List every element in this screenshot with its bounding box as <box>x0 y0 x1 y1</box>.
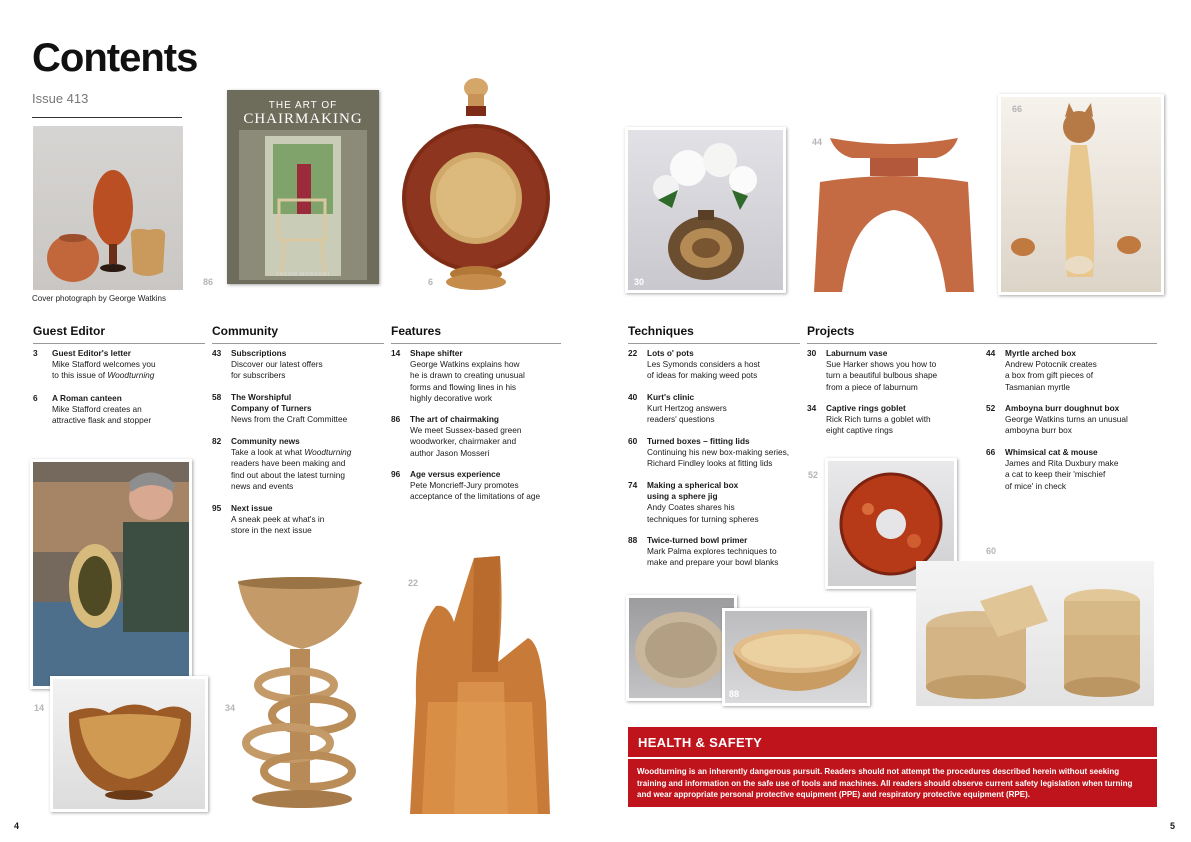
entry-line: readers' questions <box>647 414 715 425</box>
photo-number-bowls: 88 <box>729 689 740 699</box>
section-rule-techniques <box>628 343 800 344</box>
entry-page: 88 <box>628 535 638 545</box>
entry-title: The art of chairmaking <box>410 414 499 424</box>
entry-title: A Roman canteen <box>52 393 122 403</box>
entry-page: 82 <box>212 436 222 446</box>
entry-line: George Watkins turns an unusual <box>1005 414 1128 425</box>
entry-line: Rick Rich turns a goblet with <box>826 414 931 425</box>
entry-page: 60 <box>628 436 638 446</box>
entry-line: from a piece of laburnum <box>826 381 918 392</box>
entry-title: Age versus experience <box>410 469 501 479</box>
entry-line: Mike Stafford welcomes you <box>52 359 156 370</box>
entry-page: 3 <box>33 348 38 358</box>
cover-photo <box>33 126 183 290</box>
photo-number-goblet: 34 <box>225 703 236 713</box>
photo-number-boxes: 60 <box>986 546 997 556</box>
page-number-left: 4 <box>14 821 20 831</box>
chairmaking-photo <box>227 90 379 284</box>
entry-line: Les Symonds considers a host <box>647 359 760 370</box>
entry-title: The Worshipful <box>231 392 292 402</box>
goblet-photo <box>232 575 374 810</box>
entry-line: readers have been making and <box>231 458 346 469</box>
entry-line: Sue Harker shows you how to <box>826 359 937 370</box>
entry-page: 86 <box>391 414 401 424</box>
entry-line: news and events <box>231 480 294 491</box>
vase-photo <box>625 127 786 293</box>
entry-title: Whimsical cat & mouse <box>1005 447 1098 457</box>
cat-photo <box>998 94 1164 295</box>
entry-title: Kurt's clinic <box>647 392 695 402</box>
entry-page: 44 <box>986 348 996 358</box>
entry-page: 22 <box>628 348 638 358</box>
page-title: Contents <box>32 36 198 80</box>
entry-title: Lots o' pots <box>647 348 694 358</box>
boxes-photo <box>916 561 1154 706</box>
entry-page: 66 <box>986 447 996 457</box>
entry-page: 52 <box>986 403 996 413</box>
entry-line: a box from gift pieces of <box>1005 370 1094 381</box>
entry-line: for subscribers <box>231 370 286 381</box>
photo-number-weed-pot: 22 <box>408 578 419 588</box>
entry-line: forms and flowing lines in his <box>410 381 517 392</box>
photo-number-vase: 30 <box>634 277 645 287</box>
entry-title: Subscriptions <box>231 348 287 358</box>
entry-line: turn a beautiful bulbous shape <box>826 370 938 381</box>
entry-page: 6 <box>33 393 38 403</box>
cover-caption: Cover photograph by George Watkins <box>32 294 166 303</box>
entry-line: eight captive rings <box>826 425 893 436</box>
entry-title: Guest Editor's letter <box>52 348 131 358</box>
arched-box-photo <box>806 124 982 294</box>
photo-number-arched: 44 <box>812 137 823 147</box>
photo-number-bowl-natural: 14 <box>34 703 45 713</box>
blank-bowl-photo <box>626 595 740 701</box>
book-author: JASON MOSSERI <box>275 272 331 278</box>
entry-line: he is drawn to creating unusual <box>410 370 525 381</box>
entry-line: Mike Stafford creates an <box>52 404 142 415</box>
entry-line: Kurt Hertzog answers <box>647 403 727 414</box>
entry-line: Take a look at what Woodturning <box>231 447 352 458</box>
section-rule-community <box>212 343 384 344</box>
entry-title: Myrtle arched box <box>1005 348 1077 358</box>
entry-title: Making a spherical box <box>647 480 739 490</box>
entry-title: Amboyna burr doughnut box <box>1005 403 1120 413</box>
health-safety-header <box>628 727 1157 757</box>
book-title-line1: THE ART OF <box>268 100 338 111</box>
entry-page: 34 <box>807 403 817 413</box>
entry-page: 30 <box>807 348 817 358</box>
entry-title: Turned boxes – fitting lids <box>647 436 750 446</box>
section-heading-projects: Projects <box>807 324 855 338</box>
entry-line: make and prepare your bowl blanks <box>647 557 779 568</box>
entry-line: News from the Craft Committee <box>231 414 348 425</box>
entry-line: We meet Sussex-based green <box>410 425 522 436</box>
entry-page: 96 <box>391 469 401 479</box>
entry-line: of ideas for making weed pots <box>647 370 758 381</box>
entry-title: Twice-turned bowl primer <box>647 535 748 545</box>
entry-line: Tasmanian myrtle <box>1005 381 1071 392</box>
health-safety-panel <box>628 759 1157 807</box>
entry-line: highly decorative work <box>410 392 493 403</box>
photo-number-cat: 66 <box>1012 104 1023 114</box>
entry-line: author Jason Mosseri <box>410 447 490 458</box>
health-safety-text: Woodturning is an inherently dangerous pursuit. Readers should not attempt the procedures described herein without seeking training and information on the safe use of tools and machines. All readers should observe current safety legislation when turning and wear appropriate personal protective equipment (PPE) and respiratory protective equipment (RPE). <box>637 767 1133 799</box>
entry-page: 40 <box>628 392 638 402</box>
entry-line: to this issue of Woodturning <box>52 370 155 381</box>
entry-title: Shape shifter <box>410 348 463 358</box>
book-title-line2: CHAIRMAKING <box>243 111 363 127</box>
entry-line: A sneak peek at what's in <box>231 514 325 525</box>
entry-line: George Watkins explains how <box>410 359 520 370</box>
entry-line: Continuing his new box-making series, <box>647 447 790 458</box>
entry-line: Pete Moncrieff-Jury promotes <box>410 480 519 491</box>
photo-number-chair: 86 <box>203 277 214 287</box>
entry-title-cont: Company of Turners <box>231 403 312 414</box>
health-safety-title: HEALTH & SAFETY <box>638 735 763 750</box>
page-number-right: 5 <box>1170 821 1176 831</box>
entry-line: Andy Coates shares his <box>647 502 735 513</box>
section-heading-community: Community <box>212 324 278 338</box>
photo-number-doughnut: 52 <box>808 470 819 480</box>
issue-divider <box>32 117 182 118</box>
entry-line: Discover our latest offers <box>231 359 323 370</box>
entry-line: Mark Palma explores techniques to <box>647 546 777 557</box>
entry-page: 58 <box>212 392 222 402</box>
entry-title: Next issue <box>231 503 273 513</box>
entry-line: techniques for turning spheres <box>647 513 759 524</box>
entry-line: Andrew Potocnik creates <box>1005 359 1097 370</box>
entry-line: of mice' in check <box>1005 480 1067 491</box>
entry-title: Laburnum vase <box>826 348 888 358</box>
entry-line: woodworker, chairmaker and <box>410 436 517 447</box>
section-rule-guest-editor <box>33 343 205 344</box>
issue-number: Issue 413 <box>32 91 89 106</box>
entry-line: store in the next issue <box>231 525 312 536</box>
section-rule-features <box>391 343 561 344</box>
entry-line: find out about the latest turning <box>231 469 345 480</box>
entry-title-cont: using a sphere jig <box>647 491 718 502</box>
entry-page: 43 <box>212 348 222 358</box>
entry-title: Captive rings goblet <box>826 403 906 413</box>
entry-line: a cat to keep their 'mischief <box>1005 469 1106 480</box>
flask-photo <box>400 76 552 292</box>
entry-line: Richard Findley looks at fitting lids <box>647 458 773 469</box>
section-heading-guest-editor: Guest Editor <box>33 324 106 338</box>
entry-page: 14 <box>391 348 401 358</box>
section-heading-features: Features <box>391 324 442 338</box>
entry-line: acceptance of the limitations of age <box>410 491 541 502</box>
natural-bowl-photo <box>50 676 208 812</box>
entry-title: Community news <box>231 436 300 446</box>
section-rule-projects <box>807 343 1157 344</box>
photo-number-flask: 6 <box>428 277 434 287</box>
entry-page: 95 <box>212 503 222 513</box>
finished-bowl-photo <box>722 608 870 706</box>
weed-pot-photo <box>408 552 554 814</box>
entry-line: amboyna burr box <box>1005 425 1072 436</box>
section-heading-techniques: Techniques <box>628 324 694 338</box>
entry-page: 74 <box>628 480 638 490</box>
entry-line: James and Rita Duxbury make <box>1005 458 1119 469</box>
entry-line: attractive flask and stopper <box>52 415 152 426</box>
workshop-photo <box>30 459 192 689</box>
